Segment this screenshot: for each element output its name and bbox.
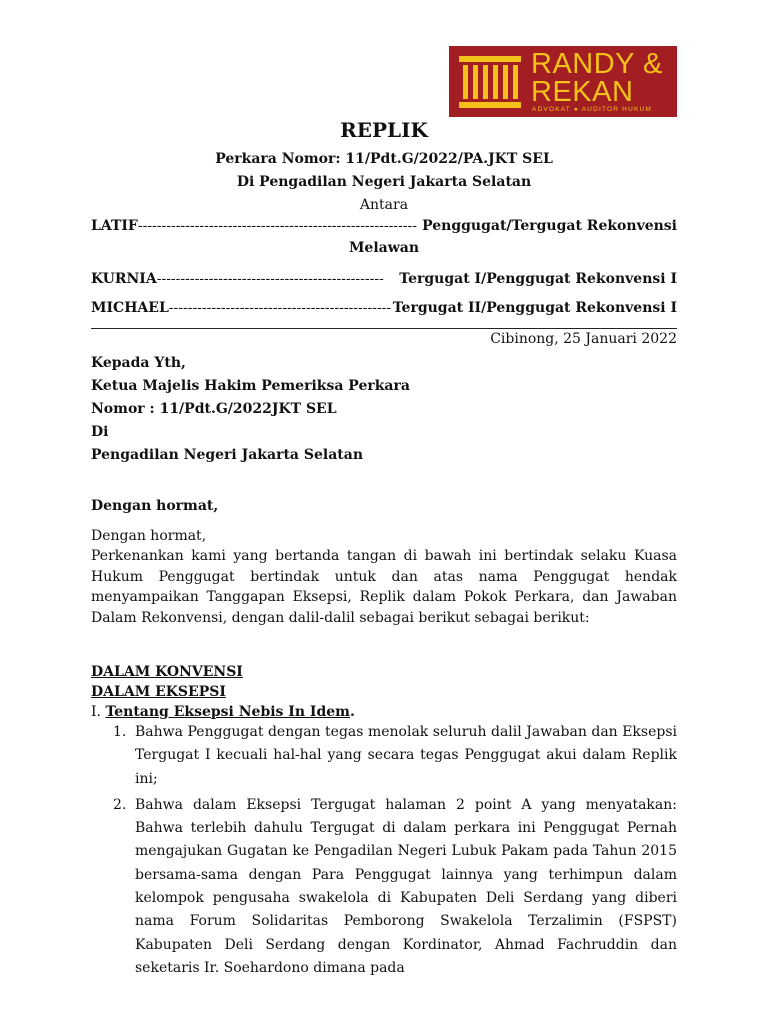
addressee-line: Kepada Yth, [91,355,186,371]
greeting: Dengan hormat, [91,528,207,544]
list-number: 1. [113,724,127,740]
section-heading-konvensi: DALAM KONVENSI [91,664,243,680]
intro-paragraph: Perkenankan kami yang bertanda tangan di bawah ini bertindak selaku Kuasa Hukum Penggugat bertindak untuk dan atas nama Penggugat hendak menyampaikan Tanggapan Eksepsi, Replik dalam Pokok Perkara, dan Jawaban Dalam Rekonvensi, dengan dalil-dalil sebagai berikut sebagai berikut: [91,548,677,626]
list-text: Bahwa Penggugat dengan tegas menolak seluruh dalil Jawaban dan Eksepsi Tergugat I kecuali hal-hal yang secara tegas Penggugat akui dalam Replik ini; [135,724,677,787]
subsection-heading [91,704,355,720]
list-item [91,794,677,980]
party-dashes: ----------------------------------------------- [168,300,392,316]
addressee-line: Nomor : 11/Pdt.G/2022JKT SEL [91,401,337,417]
party-defendant-2 [91,300,677,316]
party-name: MICHAEL [91,300,169,316]
party-role: Tergugat II/Penggugat Rekonvensi I [392,300,677,316]
case-number: Perkara Nomor: 11/Pdt.G/2022/PA.JKT SEL [215,151,553,167]
logo-tagline: ADVOKAT ● AUDITOR HUKUM [532,106,653,113]
party-name: KURNIA [91,271,157,287]
subsection-prefix: I. [91,704,106,720]
party-plaintiff [91,218,677,234]
section-heading-eksepsi: DALAM EKSEPSI [91,684,226,700]
logo-name-line2: REKAN [531,76,634,108]
points-list [91,721,677,980]
party-dashes: ----------------------------------------------------------- [137,218,417,234]
firm-logo [449,46,677,117]
party-dashes: ------------------------------------------------ [156,271,384,287]
party-name: LATIF [91,218,138,234]
place-date: Cibinong, 25 Januari 2022 [490,331,677,347]
party-role: Penggugat/Tergugat Rekonvensi [422,218,677,234]
divider-line [91,328,677,329]
list-number: 2. [113,796,127,813]
party-defendant-1 [91,271,677,287]
list-item [91,721,677,791]
subsection-suffix: . [349,704,355,720]
document-title: REPLIK [340,118,428,142]
addressee-line: Di [91,424,109,440]
party-role: Tergugat I/Penggugat Rekonvensi I [399,271,677,287]
greeting-bold: Dengan hormat, [91,498,219,514]
list-text: Bahwa dalam Eksepsi Tergugat halaman 2 point A yang menyatakan: Bahwa terlebih dahulu Tergugat di dalam perkara ini Penggugat Pernah mengajukan Gugatan ke Pengadilan Negeri Lubuk Pakam pada Tahun 2015 bersama-sama dengan Para Penggugat lainnya yang terhimpun dalam kelompok pengusaha swakelola di Kabupaten Deli Serdang yang diberi nama Forum Solidaritas Pemborong Swakelola Terzalimin (FSPST) Kabupaten Deli Serdang dengan Kordinator, Ahmad Fachruddin dan seketaris Ir. Soehardono dimana pada [135,796,677,976]
addressee-line: Ketua Majelis Hakim Pemeriksa Perkara [91,378,410,394]
logo-name-line1: RANDY & [531,48,663,80]
subsection-title: Tentang Eksepsi Nebis In Idem [105,704,350,720]
versus-label: Melawan [348,240,420,256]
court-name: Di Pengadilan Negeri Jakarta Selatan [236,174,532,190]
pillars-icon [449,46,529,117]
addressee-line: Pengadilan Negeri Jakarta Selatan [91,447,363,463]
between-label: Antara [359,197,409,213]
